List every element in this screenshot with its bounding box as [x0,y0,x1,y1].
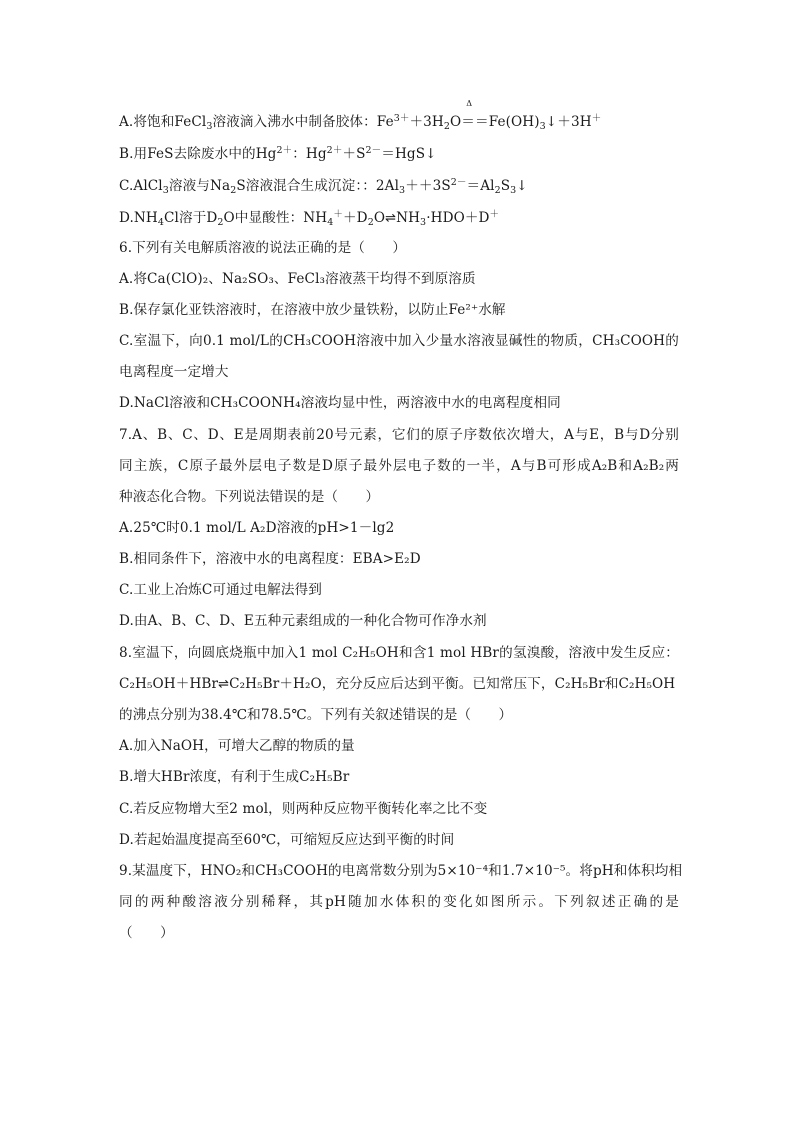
q9-stem-line2: 同的两种酸溶液分别稀释，其pH随加水体积的变化如图所示。下列叙述正确的是 [119,894,679,910]
equilibrium-arrow: ⇌ [218,677,230,692]
q7-option-a: A.25℃时0.1 mol/L A₂D溶液的pH>1－lg2 [119,520,395,536]
heat-condition: Δ ＝＝ [461,99,489,130]
q5-option-b: B.用FeS去除废水中的$Hg^{2+}$：$Hg^{2+}+S^{2-}=HgS↓$ [119,145,437,162]
q8-option-a: A.加入NaOH，可增大乙醇的物质的量 [119,738,355,754]
q9-stem-line1: 9.某温度下，HNO₂和CH₃COOH的电离常数分别为5×10⁻⁴和1.7×10⁻⁵。将pH和体积均相 [119,863,683,879]
q8-stem-line3: 的沸点分别为38.4℃和78.5℃。下列有关叙述错误的是（ ） [119,707,513,723]
q9-stem-line3: （ ） [119,925,174,941]
q8-option-c: C.若反应物增大至2 mol，则两种反应物平衡转化率之比不变 [119,801,488,817]
q7-stem-line1: 7.A、B、C、D、E是周期表前20号元素，它们的原子序数依次增大，A与E，B与D分别 [119,427,679,443]
q7-option-d: D.由A、B、C、D、E五种元素组成的一种化合物可作净水剂 [119,613,487,629]
q6-option-d: D.NaCl溶液和CH₃COONH₄溶液均显中性，两溶液中水的电离程度相同 [119,395,561,411]
q7-stem-line2: 同主族，C原子最外层电子数是D原子最外层电子数的一半，A与B可形成A₂B和A₂B₂两 [119,458,679,474]
q6-option-b: B.保存氯化亚铁溶液时，在溶液中放少量铁粉，以防止Fe²⁺水解 [119,302,506,318]
q8-option-d: D.若起始温度提高至60℃，可缩短反应达到平衡的时间 [119,832,455,848]
q6-stem: 6.下列有关电解质溶液的说法正确的是（ ） [119,240,407,256]
q6-option-c-line2: 电离程度一定增大 [119,364,229,380]
q7-option-c: C.工业上冶炼C可通过电解法得到 [119,582,322,598]
equilibrium-arrow: ⇌ [385,211,397,226]
q5-option-c: C.AlCl$_3$溶液与$Na_2S$溶液混合生成沉淀：：$2Al_3++3S^{2-}=Al_2S_3↓$ [119,177,528,196]
q6-option-a: A.将Ca(ClO)₂、Na₂SO₃、FeCl₃溶液蒸干均得不到原溶质 [119,271,476,287]
q7-stem-line3: 种液态化合物。下列说法错误的是（ ） [119,489,380,505]
q8-stem-line2: C₂H₅OH＋HBr⇌C₂H₅Br＋H₂O，充分反应后达到平衡。已知常压下，C₂H₅Br和C₂H₅OH [119,674,679,695]
q8-option-b: B.增大HBr浓度，有利于生成C₂H₅Br [119,769,350,785]
q5-option-a: A.将饱和FeCl$_3$溶液滴入沸水中制备胶体：$Fe^{3+}+3H_2O$ Δ $==Fe(OH)_3↓+3H^+$ [119,99,602,132]
q6-option-c-line1: C.室温下，向0.1 mol/L的CH₃COOH溶液中加入少量水溶液显碱性的物质，CH₃COOH的 [119,333,679,349]
q7-option-b: B.相同条件下，溶液中水的电离程度：EBA>E₂D [119,551,421,567]
q5-option-d: $D.NH_4Cl$溶于$D_2O$中显酸性：$NH_4^++D_2O\rightleftharpoons NH_3\cdot HDO+D^+$ [119,209,500,228]
q8-stem-line1: 8.室温下，向圆底烧瓶中加入1 mol C₂H₅OH和含1 mol HBr的氢溴酸，溶液中发生反应： [119,645,679,661]
